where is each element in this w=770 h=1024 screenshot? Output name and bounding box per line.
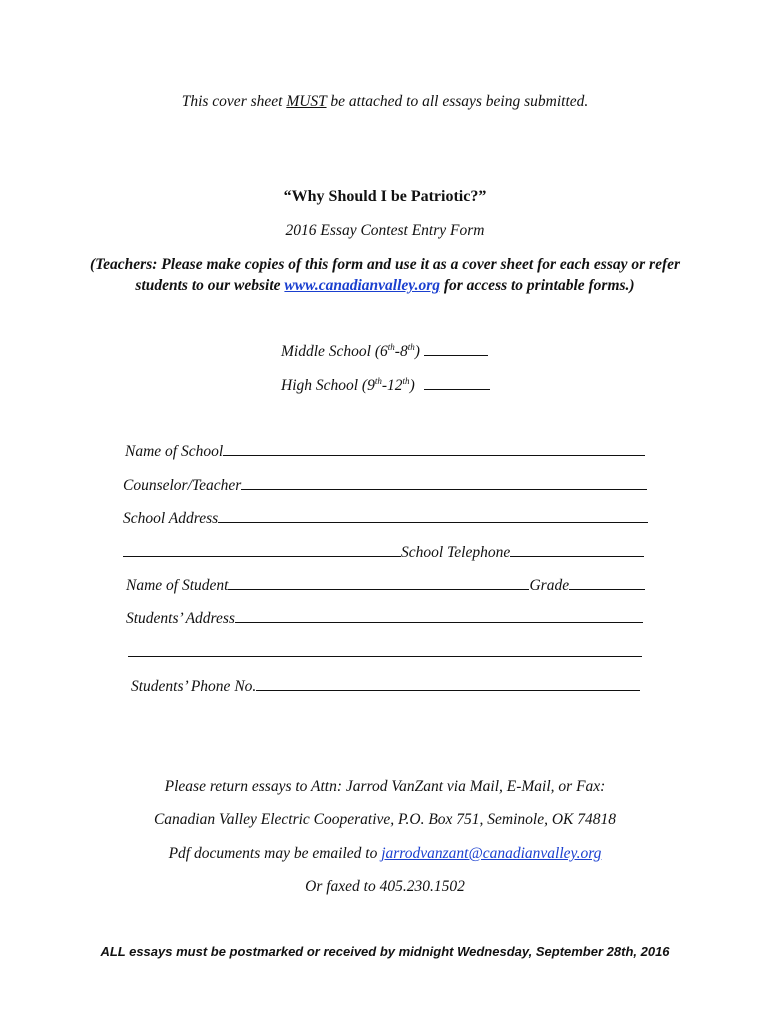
website-link[interactable]: www.canadianvalley.org: [284, 277, 440, 294]
student-phone-label: Students’ Phone No.: [131, 678, 257, 695]
high-school-label: -12: [381, 377, 403, 394]
notice-text-before: This cover sheet: [181, 93, 287, 110]
counselor-blank[interactable]: [241, 488, 647, 490]
counselor-field: [123, 477, 647, 495]
return-attn: Please return essays to Attn: Jarrod VanZant via Mail, E-Mail, or Fax:: [164, 778, 606, 795]
school-name-label: Name of School: [125, 443, 224, 460]
high-school-blank[interactable]: [424, 388, 490, 390]
middle-school-label: ): [414, 343, 424, 360]
school-telephone-blank[interactable]: [510, 555, 644, 557]
form-subtitle: 2016 Essay Contest Entry Form: [285, 222, 485, 239]
email-link[interactable]: jarrodvanzant@canadianvalley.org: [381, 845, 602, 862]
grade-blank[interactable]: [569, 588, 645, 590]
teachers-note-text-end: for access to printable forms.): [439, 277, 635, 294]
student-address-field: [126, 610, 643, 628]
school-telephone-field: [123, 544, 644, 562]
school-address-label: School Address: [123, 510, 219, 527]
student-name-label: Name of Student: [126, 577, 229, 594]
essay-title: “Why Should I be Patriotic?”: [283, 188, 487, 205]
high-school-label: High School (9: [281, 377, 375, 394]
notice-text-after: be attached to all essays being submitted.: [326, 93, 589, 110]
superscript: th: [402, 375, 410, 386]
grade-label: Grade: [529, 577, 570, 594]
student-name-field: [126, 577, 645, 595]
student-address-label: Students’ Address: [126, 610, 235, 627]
teachers-note-line1: (Teachers: Please make copies of this form and use it as a cover sheet for each essay or refer: [89, 256, 681, 273]
middle-school-label: Middle School (6: [281, 343, 388, 360]
student-address-blank[interactable]: [235, 621, 643, 623]
middle-school-label: -8: [394, 343, 408, 360]
fax-line: Or faxed to 405.230.1502: [305, 878, 465, 895]
deadline-notice: ALL essays must be postmarked or received by midnight Wednesday, September 28th, 2016: [100, 944, 670, 959]
student-address-continued-blank[interactable]: [128, 655, 642, 657]
high-school-label: ): [409, 377, 419, 394]
school-name-blank[interactable]: [223, 454, 645, 456]
email-line: [0, 845, 770, 863]
student-address-line2: [128, 644, 642, 662]
notice-must-emphasis: MUST: [286, 93, 327, 110]
superscript: th: [374, 375, 382, 386]
school-address-field: [123, 510, 648, 528]
student-name-blank[interactable]: [228, 588, 529, 590]
return-address: Canadian Valley Electric Cooperative, P.O. Box 751, Seminole, OK 74818: [153, 811, 617, 828]
school-telephone-label: School Telephone: [401, 544, 511, 561]
teachers-note-text: students to our website: [135, 277, 285, 294]
middle-school-blank[interactable]: [424, 354, 488, 356]
teachers-note-line2: [0, 277, 770, 295]
school-address-blank[interactable]: [218, 521, 648, 523]
student-phone-blank[interactable]: [256, 689, 640, 691]
email-prefix: Pdf documents may be emailed to: [168, 845, 382, 862]
school-address-continued-blank[interactable]: [123, 555, 401, 557]
school-name-field: [125, 443, 645, 461]
middle-school-option: [281, 343, 488, 361]
counselor-label: Counselor/Teacher: [123, 477, 242, 494]
cover-sheet-notice: [0, 93, 770, 111]
superscript: th: [387, 341, 395, 352]
student-phone-field: [131, 678, 640, 696]
superscript: th: [407, 341, 415, 352]
high-school-option: [281, 377, 490, 395]
